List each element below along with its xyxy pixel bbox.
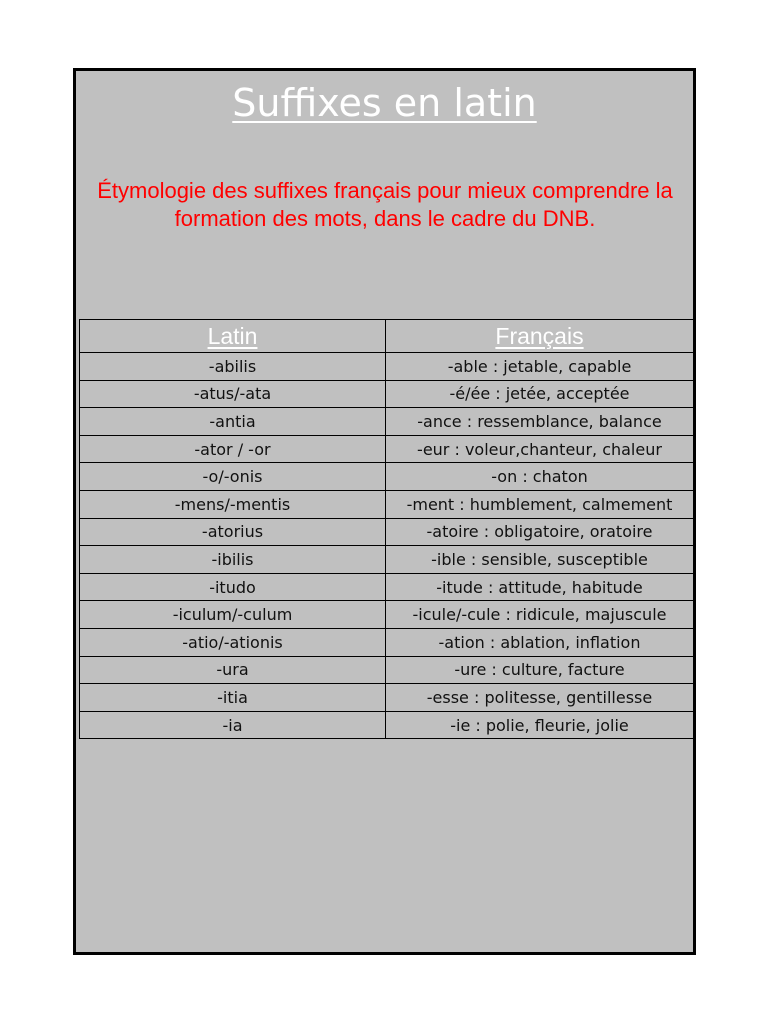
latin-suffix-cell: -itudo bbox=[80, 573, 386, 601]
latin-suffix-cell: -iculum/-culum bbox=[80, 601, 386, 629]
french-suffix-cell: -ible : sensible, susceptible bbox=[386, 546, 694, 574]
french-suffix-cell: -itude : attitude, habitude bbox=[386, 573, 694, 601]
table-row bbox=[80, 518, 694, 546]
latin-suffix-cell: -antia bbox=[80, 408, 386, 436]
table-row bbox=[80, 628, 694, 656]
latin-suffix-cell: -itia bbox=[80, 684, 386, 712]
french-suffix-cell: -atoire : obligatoire, oratoire bbox=[386, 518, 694, 546]
table-row bbox=[80, 490, 694, 518]
latin-suffix-cell: -ator / -or bbox=[80, 435, 386, 463]
french-suffix-cell: -able : jetable, capable bbox=[386, 353, 694, 381]
table-row bbox=[80, 601, 694, 629]
table-row bbox=[80, 380, 694, 408]
table-row bbox=[80, 656, 694, 684]
french-suffix-cell: -eur : voleur,chanteur, chaleur bbox=[386, 435, 694, 463]
french-suffix-cell: -ie : polie, fleurie, jolie bbox=[386, 711, 694, 739]
table-row bbox=[80, 711, 694, 739]
table-row bbox=[80, 463, 694, 491]
latin-suffix-cell: -atio/-ationis bbox=[80, 628, 386, 656]
latin-suffix-cell: -abilis bbox=[80, 353, 386, 381]
latin-suffix-cell: -ura bbox=[80, 656, 386, 684]
french-suffix-cell: -ation : ablation, inflation bbox=[386, 628, 694, 656]
french-suffix-cell: -esse : politesse, gentillesse bbox=[386, 684, 694, 712]
french-suffix-cell: -ance : ressemblance, balance bbox=[386, 408, 694, 436]
table-row bbox=[80, 435, 694, 463]
table-header-row bbox=[80, 320, 694, 353]
latin-suffix-cell: -ibilis bbox=[80, 546, 386, 574]
table-row bbox=[80, 546, 694, 574]
page-title: Suffixes en latin bbox=[232, 81, 537, 125]
latin-suffix-cell: -mens/-mentis bbox=[80, 490, 386, 518]
document-page bbox=[73, 68, 696, 955]
latin-suffix-cell: -o/-onis bbox=[80, 463, 386, 491]
latin-suffix-cell: -atorius bbox=[80, 518, 386, 546]
table-body bbox=[80, 353, 694, 739]
suffix-table bbox=[79, 319, 694, 739]
table-row bbox=[80, 573, 694, 601]
french-suffix-cell: -é/ée : jetée, acceptée bbox=[386, 380, 694, 408]
column-header-francais: Français bbox=[386, 320, 694, 353]
latin-suffix-cell: -atus/-ata bbox=[80, 380, 386, 408]
french-suffix-cell: -icule/-cule : ridicule, majuscule bbox=[386, 601, 694, 629]
column-header-latin: Latin bbox=[80, 320, 386, 353]
table-row bbox=[80, 353, 694, 381]
french-suffix-cell: -ure : culture, facture bbox=[386, 656, 694, 684]
french-suffix-cell: -on : chaton bbox=[386, 463, 694, 491]
latin-suffix-cell: -ia bbox=[80, 711, 386, 739]
french-suffix-cell: -ment : humblement, calmement bbox=[386, 490, 694, 518]
table-row bbox=[80, 684, 694, 712]
page-subtitle: Étymologie des suffixes français pour mieux comprendre la formation des mots, dans le cadre du DNB. bbox=[97, 178, 673, 231]
table-row bbox=[80, 408, 694, 436]
